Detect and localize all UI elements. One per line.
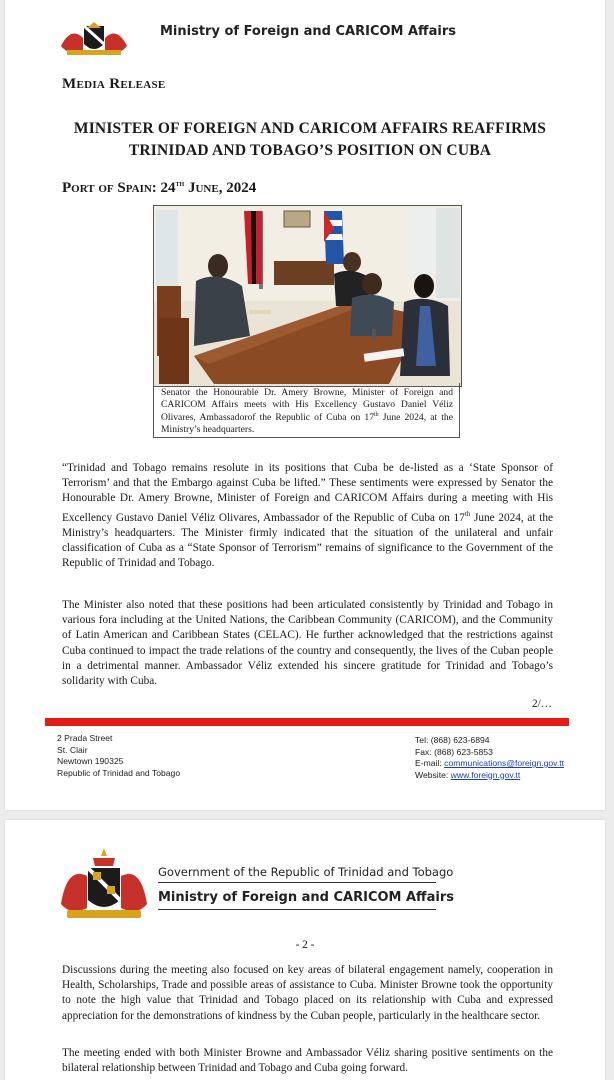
ministry-name: Ministry of Foreign and CARICOM Affairs — [160, 24, 456, 39]
footer-red-bar — [45, 718, 569, 726]
address-line-1: 2 Prada Street — [57, 733, 113, 743]
page-2 — [5, 820, 605, 1080]
address-block — [57, 733, 180, 779]
dateline — [62, 178, 256, 197]
caption-text-b: June 2024, at the Ministry’s headquarters. — [161, 412, 453, 435]
dateline-sup: th — [175, 178, 185, 188]
coat-of-arms-icon — [57, 846, 151, 924]
caption-sup: th — [374, 412, 379, 418]
coat-of-arms-icon — [57, 12, 131, 56]
address-line-2: St. Clair — [57, 744, 88, 755]
page-1 — [5, 0, 605, 810]
header-rule-bottom — [158, 909, 436, 910]
contact-block — [415, 735, 564, 781]
caption-frame — [153, 383, 460, 438]
fax: Fax: (868) 623-5853 — [415, 746, 493, 757]
dateline-place: Port of Spain: 24 — [62, 180, 176, 196]
address-line-3: Newtown 190325 — [57, 756, 124, 766]
header-rule-top — [158, 882, 436, 883]
address-line-4: Republic of Trinidad and Tobago — [57, 767, 181, 778]
caption-text-a: Senator the Honourable Dr. Amery Browne, Minister of Foreign and CARICOM Affairs meets with His Excellency Gustavo Daniel Véliz Olivares, Ambassadorof the Republic of Cuba on 17 — [161, 387, 453, 424]
page-number: - 2 - — [295, 939, 315, 951]
government-name: Government of the Republic of Trinidad and Tobago — [158, 865, 454, 879]
headline-line-2: TRINIDAD AND TOBAGO’S POSITION ON CUBA — [128, 142, 492, 159]
continued-marker: 2/… — [532, 698, 553, 710]
email-line — [415, 758, 564, 770]
media-release-label: Media Release — [62, 76, 166, 92]
page-2-paragraph-1: Discussions during the meeting also focused on key areas of bilateral engagement namely, cooperation in Health, Scholarships, Trade and possible areas of assistance to Cuba. Minister Browne took the opportunity to note the high value that Trinidad and Tobago placed on its relationship with Cuba and expressed appreciation for the demonstrations of kindness by the Cuban people, particularly in the healthcare sector. — [62, 964, 553, 1022]
paragraph-2: The Minister also noted that these positions had been articulated consistently by Trinidad and Tobago in various fora including at the United Nations, the Caribbean Community (CARICOM), and the Community of Latin American and Caribbean States (CELAC). He further acknowledged that the restrictions against Cuba continued to impact the trade relations of the country and consequently, the lives of the Cuban people in a detrimental manner. Ambassador Véliz extended his sincere gratitude for Trinidad and Tobago’s solidarity with Cuba. — [62, 599, 553, 688]
dateline-date: June, 2024 — [184, 180, 257, 196]
page-2-paragraph-2: The meeting ended with both Minister Browne and Ambassador Véliz sharing positive sentiments on the bilateral relationship between Trinidad and Tobago and Cuba going forward. — [62, 1047, 553, 1075]
headline-line-1: MINISTER OF FOREIGN AND CARICOM AFFAIRS REAFFIRMS — [73, 120, 547, 137]
paragraph-1 — [62, 461, 553, 571]
email-label: E-mail: — [415, 758, 445, 768]
email-link[interactable]: communications@foreign.gov.tt — [444, 758, 564, 768]
headline — [45, 118, 575, 162]
paragraph-1-sup: th — [464, 509, 471, 518]
website-link[interactable]: www.foreign.gov.tt — [450, 769, 521, 780]
page-2-ministry-name: Ministry of Foreign and CARICOM Affairs — [158, 890, 454, 905]
website-label: Website: — [415, 769, 451, 780]
meeting-photo-image — [154, 206, 461, 386]
paragraph-1-text-a: “Trinidad and Tobago remains resolute in its positions that Cuba be de-listed as a ‘State Sponsor of Terrorism’ and that the Embargo against Cuba be lifted.” These sentiments were expressed by Senator the Honourable Dr. Amery Browne, Minister of Foreign and CARICOM Affairs during a meeting with His Excellency Gustavo Daniel Véliz Olivares, Ambassador of the Republic of Cuba on 17 — [62, 462, 553, 524]
meeting-photo — [153, 205, 462, 387]
paragraph-1-text-b: June 2024, at the Ministry’s headquarters. The Minister firmly indicated that the situation of the unilateral and unfair classification of Cuba as a “State Sponsor of Terrorism” remains of significance to the Government of the Republic of Trinidad and Tobago. — [62, 511, 553, 569]
website-line — [415, 770, 564, 782]
telephone: Tel: (868) 623-6894 — [415, 735, 490, 745]
